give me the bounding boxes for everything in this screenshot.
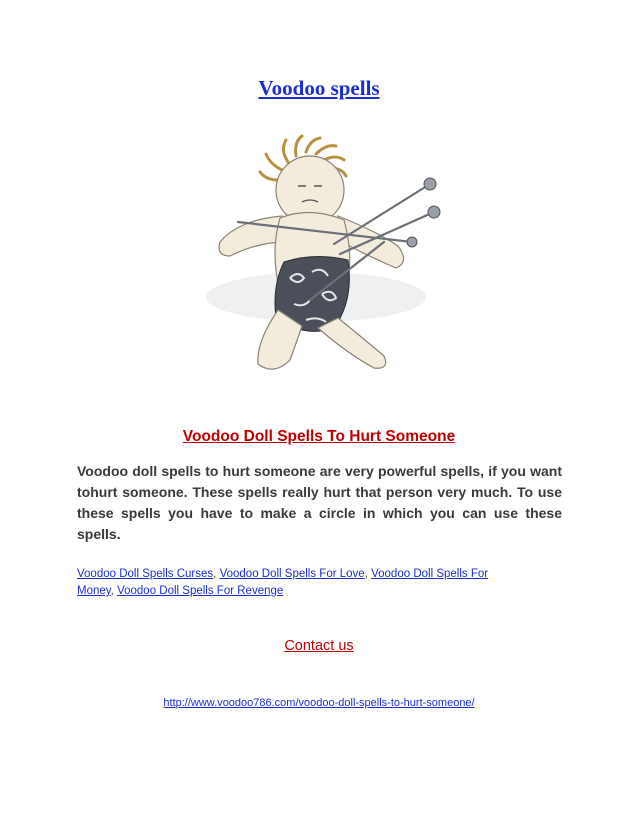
- link-voodoo-doll-spells-for-revenge[interactable]: Voodoo Doll Spells For Revenge: [117, 585, 284, 597]
- link-voodoo-doll-spells-curses[interactable]: Voodoo Doll Spells Curses: [77, 568, 214, 580]
- body-paragraph: Voodoo doll spells to hurt someone are very powerful spells, if you want tohurt someone. These spells really hurt that person very much. To use these spells you have to make a circle in which you can use these spells.: [77, 463, 562, 542]
- section-heading[interactable]: Voodoo Doll Spells To Hurt Someone: [182, 428, 456, 445]
- link-separator: ,: [364, 568, 368, 580]
- related-links: [77, 566, 507, 600]
- source-url-link[interactable]: http://www.voodoo786.com/voodoo-doll-spells-to-hurt-someone/: [163, 697, 475, 709]
- voodoo-doll-illustration: [198, 132, 448, 394]
- link-voodoo-doll-spells-for-love[interactable]: Voodoo Doll Spells For Love: [219, 568, 365, 580]
- link-separator: ,: [110, 585, 114, 597]
- contact-us-link[interactable]: Contact us: [284, 638, 354, 654]
- link-voodoo-doll-spells-for-money[interactable]: Voodoo Doll Spells For Money: [77, 568, 489, 597]
- page-title[interactable]: Voodoo spells: [258, 76, 380, 100]
- link-separator: ,: [213, 568, 217, 580]
